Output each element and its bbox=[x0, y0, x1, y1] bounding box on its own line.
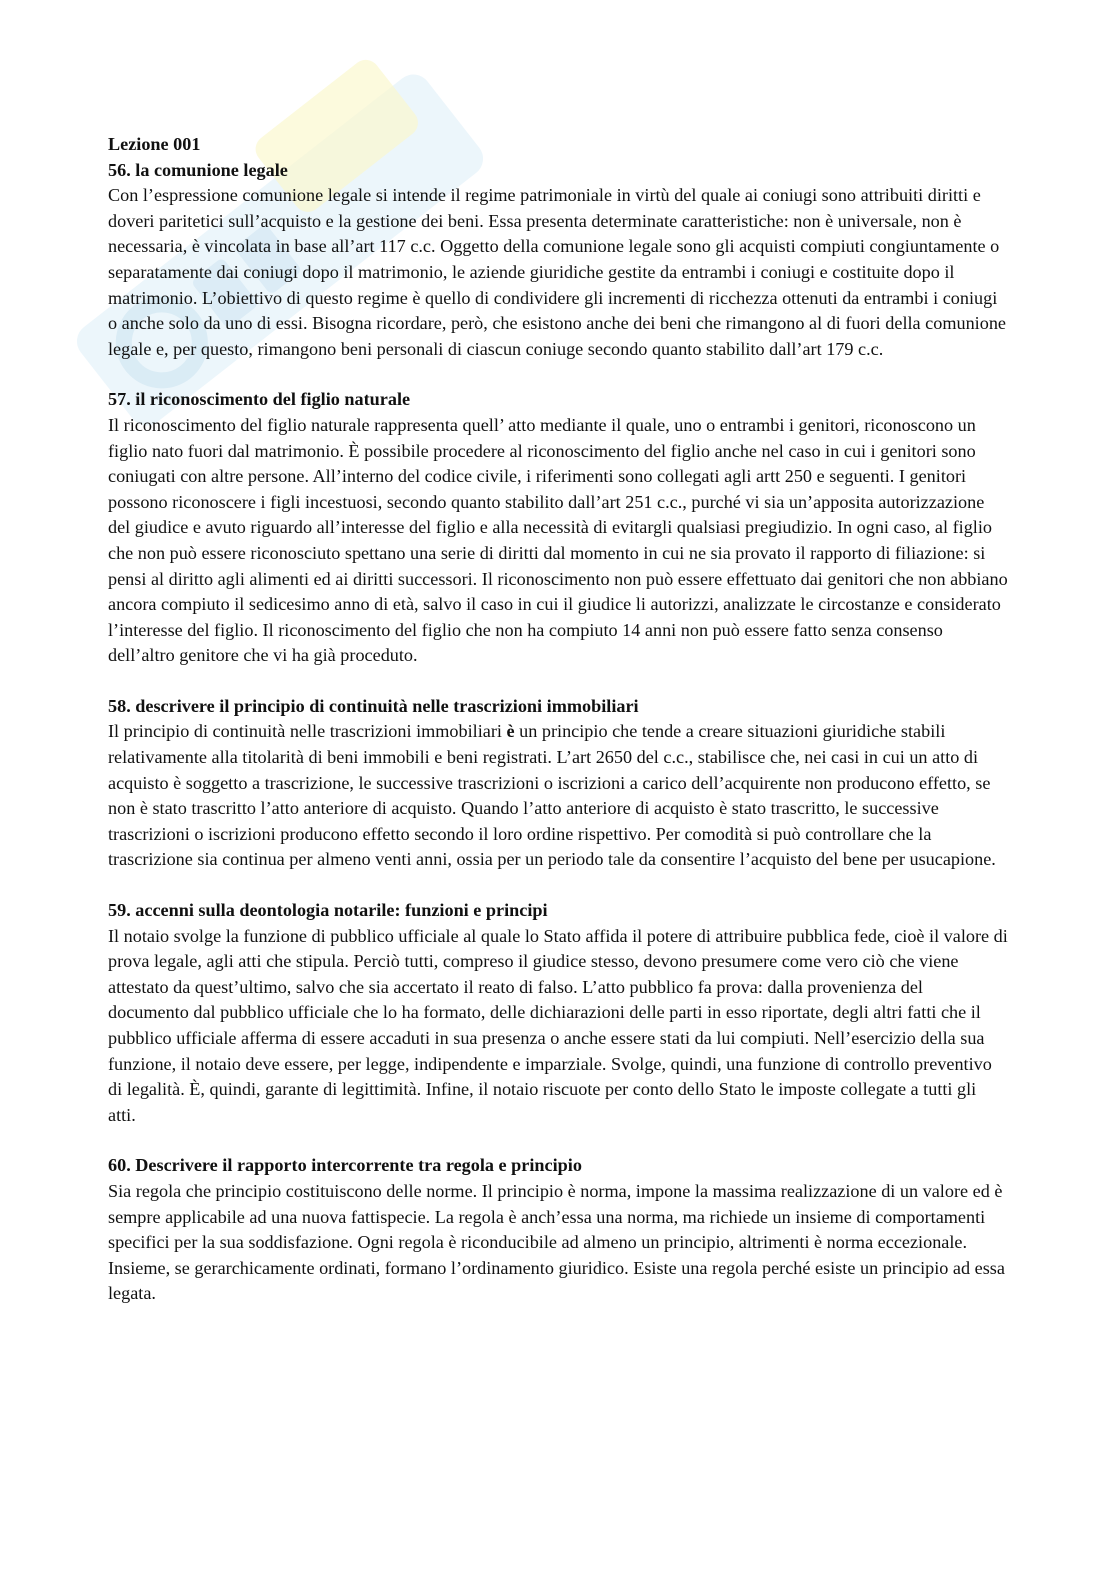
section-body: Il notaio svolge la funzione di pubblico ufficiale al quale lo Stato affida il potere di attribuire pubblica fede, cioè il valore di prova legale, agli atti che stipula. Perciò tutti, compreso il giudice stesso, devono presumere come vero ciò che viene attestato da quest’ultimo, salvo che sia accertato il reato di falso. L’atto pubblico fa prova: dalla provenienza del documento dal pubblico ufficiale che lo ha formato, delle dichiarazioni delle parti in esso riportate, degli altri fatti che il pubblico ufficiale afferma di essere accaduti in sua presenza o anche essere stati da lui compiuti. Nell’esercizio della sua funzione, il notaio deve essere, per legge, indipendente e imparziale. Svolge, quindi, una funzione di controllo preventivo di legalità. È, quindi, garante di legittimità. Infine, il notaio riscuote per conto dello Stato le imposte collegate a tutti gli atti. bbox=[108, 925, 1008, 1125]
section-heading: 58. descrivere il principio di continuità nelle trascrizioni immobiliari bbox=[108, 695, 639, 716]
section-56 bbox=[108, 158, 1008, 363]
lesson-title: Lezione 001 bbox=[108, 134, 201, 154]
section-body: Con l’espressione comunione legale si intende il regime patrimoniale in virtù del quale ai coniugi sono attribuiti diritti e doveri paritetici sull’acquisto e la gestione dei beni. Essa presenta determinate caratteristiche: non è universale, non è necessaria, è vincolata in base all’art 117 c.c. Oggetto della comunione legale sono gli acquisti compiuti congiuntamente o separatamente dai coniugi dopo il matrimonio, le aziende giuridiche gestite da entrambi i coniugi e costituite dopo il matrimonio. L’obiettivo di questo regime è quello di condividere gli incrementi di ricchezza ottenuti da entrambi i coniugi o anche solo da uno di essi. Bisogna ricordare, però, che esistono anche dei beni che rimangono al di fuori della comunione legale e, per questo, rimangono beni personali di ciascun coniuge secondo quanto stabilito dall’art 179 c.c. bbox=[108, 185, 1006, 359]
section-heading: 60. Descrivere il rapporto intercorrente tra regola e principio bbox=[108, 1155, 582, 1176]
section-60 bbox=[108, 1153, 1008, 1307]
section-body: Sia regola che principio costituiscono delle norme. Il principio è norma, impone la massima realizzazione di un valore ed è sempre applicabile ad una nuova fattispecie. La regola è anch’essa una norma, ma richiede un insieme di comportamenti specifici per la sua soddisfazione. Ogni regola è riconducibile ad almeno un principio, altrimenti è norma eccezionale. Insieme, se gerarchicamente ordinati, formano l’ordinamento giuridico. Esiste una regola perché esiste un principio ad essa legata. bbox=[108, 1180, 1005, 1304]
section-heading: 57. il riconoscimento del figlio naturale bbox=[108, 389, 411, 410]
section-58 bbox=[108, 694, 1008, 873]
section-body: Il riconoscimento del figlio naturale rappresenta quell’ atto mediante il quale, uno o entrambi i genitori, riconoscono un figlio nato fuori dal matrimonio. È possibile procedere al riconoscimento del figlio anche nel caso in cui i genitori sono coniugati con altre persone. All’interno del codice civile, i riferimenti sono collegati agli artt 250 e seguenti. I genitori possono riconoscere i figli incestuosi, secondo quanto stabilito dall’art 251 c.c., purché vi sia un’apposita autorizzazione del giudice e avuto riguardo all’interesse del figlio e alla necessità di evitargli qualsiasi pregiudizio. In ogni caso, al figlio che non può essere riconosciuto spettano una serie di diritti dal momento in cui ne sia provato il rapporto di filiazione: si pensi al diritto agli alimenti ed ai diritti successori. Il riconoscimento non può essere effettuato dai genitori che non abbiano ancora compiuto il sedicesimo anno di età, salvo il caso in cui il giudice li autorizzi, analizzate le circostanze e considerato l’interesse del figlio. Il riconoscimento del figlio che non ha compiuto 14 anni non può essere fatto senza consenso dell’altro genitore che vi ha già proceduto. bbox=[108, 414, 1008, 666]
section-body-text: Il principio di continuità nelle trascrizioni immobiliari bbox=[108, 721, 507, 742]
section-59 bbox=[108, 898, 1008, 1128]
section-heading: 59. accenni sulla deontologia notarile: funzioni e principi bbox=[108, 900, 548, 921]
section-body-bold-verb: è bbox=[506, 721, 515, 742]
document-page bbox=[108, 132, 1008, 1332]
section-heading: 56. la comunione legale bbox=[108, 159, 288, 180]
section-57 bbox=[108, 387, 1008, 669]
section-body bbox=[108, 719, 1008, 873]
section-body-text: un principio che tende a creare situazioni giuridiche stabili relativamente alla titolarità di beni immobili e beni registrati. L’art 2650 del c.c., stabilisce che, nei casi in cui un atto di acquisto è soggetto a trascrizione, le successive trascrizioni o iscrizioni a carico dell’acquirente non producono effetto, se non è stato trascritto l’atto anteriore di acquisto. Quando l’atto anteriore di acquisto è stato trascritto, le successive trascrizioni o iscrizioni producono effetto secondo il loro ordine rispettivo. Per comodità si può controllare che la trascrizione sia continua per almeno venti anni, ossia per un periodo tale da consentire l’acquisto del bene per usucapione. bbox=[108, 721, 996, 870]
